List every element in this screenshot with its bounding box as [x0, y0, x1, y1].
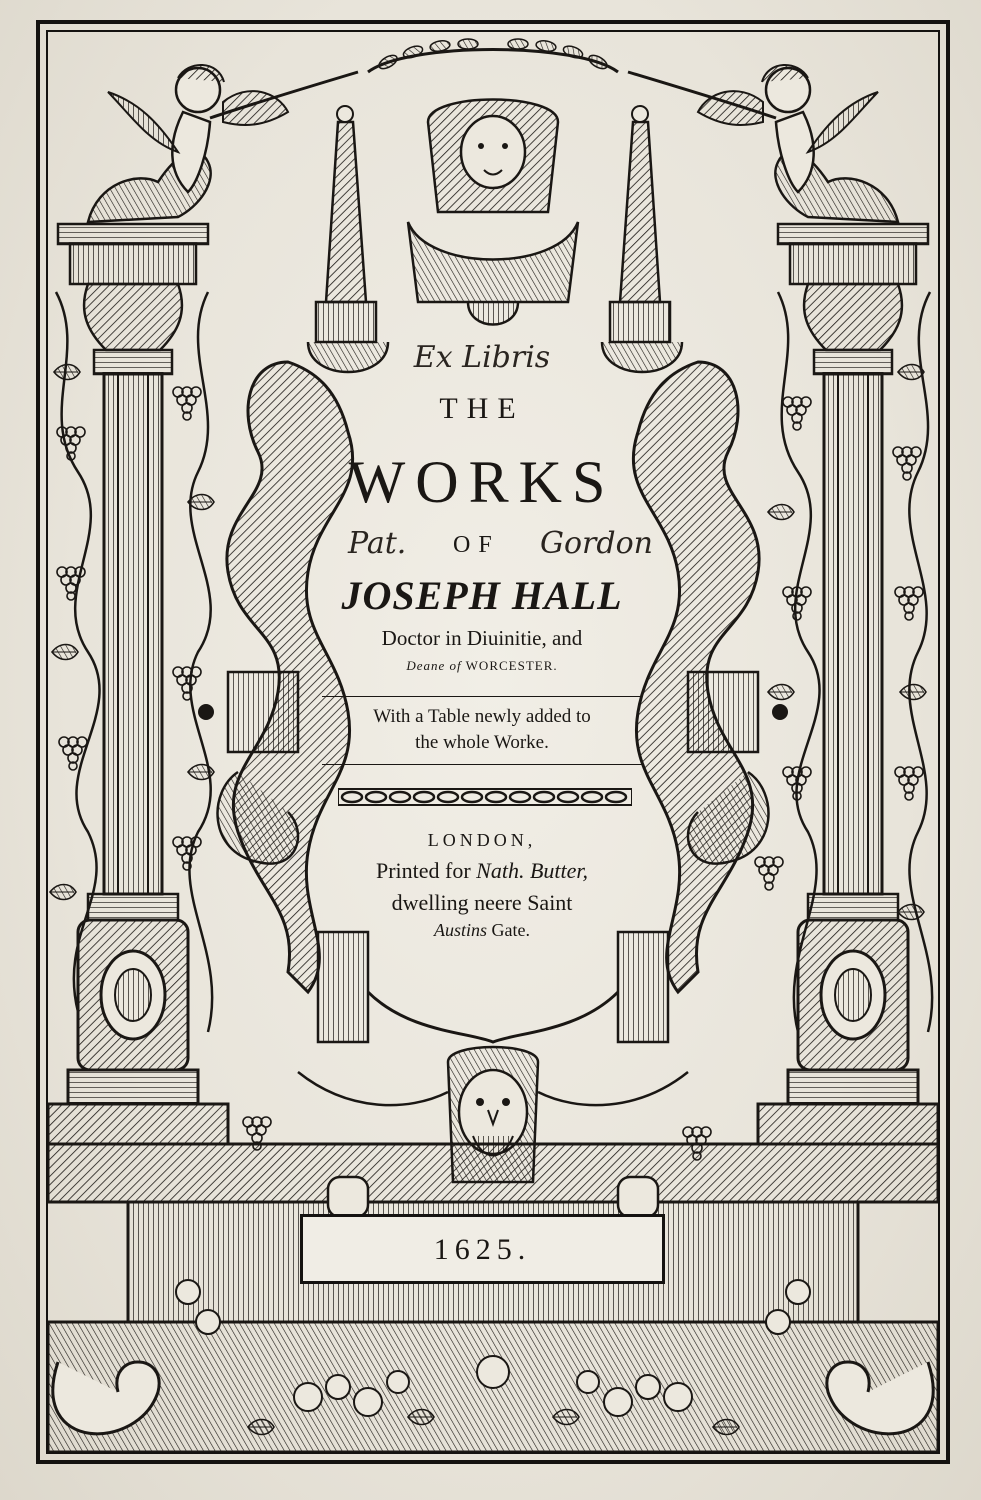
title-works: WORKS	[348, 449, 616, 515]
title-the: THE	[439, 392, 525, 425]
chain-ornament	[338, 788, 632, 806]
obelisk-right	[602, 106, 682, 372]
imprint-gate	[308, 920, 656, 941]
inscription-gordon: Gordon	[540, 526, 653, 561]
title-of: OF	[453, 532, 500, 558]
putto-left	[88, 65, 358, 222]
imprint-dwelling: dwelling neere Saint	[391, 890, 573, 915]
imprint-printed	[308, 858, 656, 884]
deane-place: WORCESTER.	[465, 658, 558, 673]
note-line-1: With a Table newly added to	[373, 706, 591, 727]
year-cartouche	[300, 1214, 665, 1284]
title-of-row	[308, 526, 656, 570]
imprint-gate-name: Austins	[434, 920, 488, 940]
deane-prefix: Deane of	[406, 658, 462, 673]
inscription-pat: Pat.	[348, 526, 407, 561]
laurel-wreath	[368, 39, 618, 72]
author-deanery	[308, 658, 656, 674]
cherub-head	[408, 100, 578, 325]
imprint-city: LONDON,	[427, 830, 537, 850]
ex-libris-inscription: Ex Libris	[413, 340, 551, 375]
publication-year: 1625.	[433, 1233, 532, 1266]
author-degree: Doctor in Diuinitie, and	[381, 626, 583, 650]
title-cartouche	[308, 340, 656, 960]
imprint-gate-word: Gate.	[491, 920, 530, 940]
putto-right	[628, 65, 898, 222]
rule-upper	[322, 696, 642, 697]
rule-lower	[322, 764, 642, 765]
imprint-printer: Nath. Butter,	[476, 858, 589, 883]
author-name: JOSEPH HALL	[341, 573, 623, 618]
imprint-printed-prefix: Printed for	[375, 858, 471, 883]
obelisk-left	[308, 106, 388, 372]
note-line-2: the whole Worke.	[415, 732, 549, 753]
